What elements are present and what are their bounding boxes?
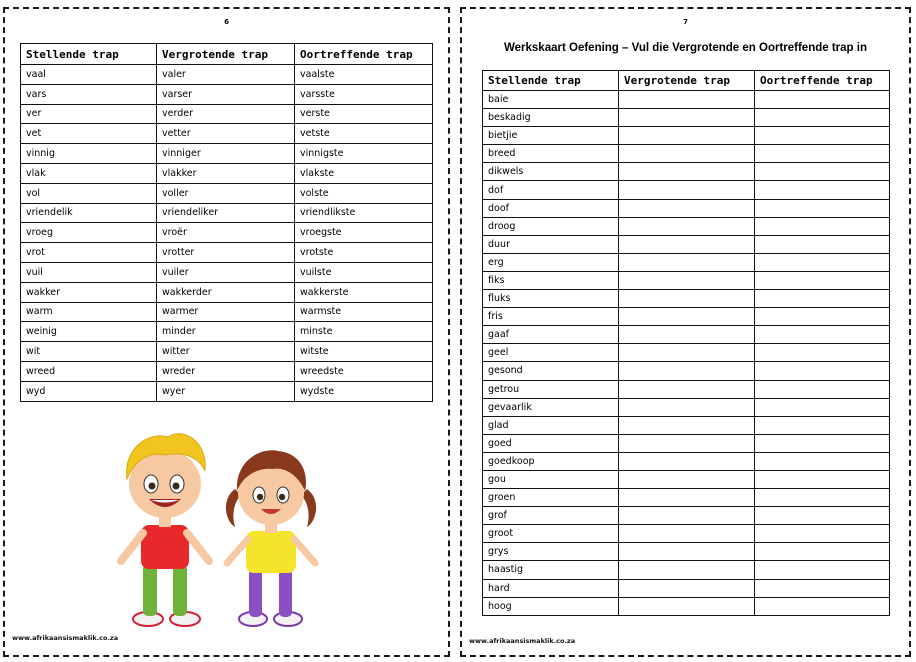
table-row [21,381,433,401]
superlative-blank[interactable] [755,181,890,199]
superlative-blank[interactable] [755,109,890,127]
table-row [21,104,433,124]
comparative-blank[interactable] [619,127,755,145]
table-row [21,144,433,164]
table-cell: warmer [157,302,295,322]
table-row [483,579,890,597]
table-cell: verste [295,104,433,124]
table-cell: wydste [295,381,433,401]
table-row [483,163,890,181]
table-row [483,217,890,235]
column-header: Stellende trap [21,44,157,65]
superlative-blank[interactable] [755,525,890,543]
footer-url: www.afrikaansismaklik.co.za [469,637,576,645]
superlative-blank[interactable] [755,398,890,416]
table-row [21,302,433,322]
comparative-blank[interactable] [619,470,755,488]
comparative-blank[interactable] [619,344,755,362]
comparative-blank[interactable] [619,561,755,579]
comparative-blank[interactable] [619,308,755,326]
table-cell: vinnig [21,144,157,164]
cartoon-kids-illustration [113,429,337,629]
word-cell: gou [483,470,619,488]
table-row [21,282,433,302]
word-cell: geel [483,344,619,362]
word-cell: bietjie [483,127,619,145]
exercise-table [482,70,890,616]
word-cell: erg [483,253,619,271]
comparative-blank[interactable] [619,434,755,452]
table-row [483,181,890,199]
comparative-blank[interactable] [619,326,755,344]
superlative-blank[interactable] [755,470,890,488]
table-row [483,416,890,434]
table-row [21,361,433,381]
word-cell: gaaf [483,326,619,344]
table-row [483,362,890,380]
word-cell: dikwels [483,163,619,181]
word-cell: hard [483,579,619,597]
table-cell: minste [295,322,433,342]
table-cell: vroër [157,223,295,243]
comparative-blank[interactable] [619,271,755,289]
table-cell: vrot [21,243,157,263]
table-row [483,344,890,362]
comparative-blank[interactable] [619,235,755,253]
superlative-blank[interactable] [755,416,890,434]
table-row [483,290,890,308]
word-cell: gevaarlik [483,398,619,416]
superlative-blank[interactable] [755,271,890,289]
word-cell: haastig [483,561,619,579]
table-cell: verder [157,104,295,124]
superlative-blank[interactable] [755,489,890,507]
word-cell: beskadig [483,109,619,127]
table-row [21,183,433,203]
comparative-blank[interactable] [619,525,755,543]
table-row [21,124,433,144]
table-row [483,561,890,579]
superlative-blank[interactable] [755,217,890,235]
table-cell: vriendeliker [157,203,295,223]
comparative-blank[interactable] [619,181,755,199]
table-cell: vuil [21,262,157,282]
worksheet-page-7 [460,7,911,657]
table-row [21,163,433,183]
table-row [21,342,433,362]
table-cell: vroeg [21,223,157,243]
table-cell: vriendlikste [295,203,433,223]
table-cell: vetste [295,124,433,144]
word-cell: goed [483,434,619,452]
table-row [21,262,433,282]
word-cell: glad [483,416,619,434]
table-cell: wyer [157,381,295,401]
footer-url: www.afrikaansismaklik.co.za [12,634,119,642]
table-cell: vaalste [295,65,433,85]
table-row [483,380,890,398]
superlative-blank[interactable] [755,308,890,326]
table-row [483,489,890,507]
word-cell: breed [483,145,619,163]
table-body [483,91,890,616]
table-body [21,65,433,402]
table-cell: vaal [21,65,157,85]
table-row [483,253,890,271]
table-row [483,326,890,344]
superlative-blank[interactable] [755,380,890,398]
column-header: Vergrotende trap [619,71,755,91]
table-cell: vroegste [295,223,433,243]
table-row [483,543,890,561]
table-cell: vlakker [157,163,295,183]
table-row [483,452,890,470]
comparative-blank[interactable] [619,597,755,615]
comparative-blank[interactable] [619,217,755,235]
comparative-blank[interactable] [619,91,755,109]
comparative-blank[interactable] [619,489,755,507]
superlative-blank[interactable] [755,127,890,145]
word-cell: groot [483,525,619,543]
superlative-blank[interactable] [755,362,890,380]
word-cell: getrou [483,380,619,398]
table-header-row [21,44,433,65]
word-cell: duur [483,235,619,253]
table-row [483,597,890,615]
table-cell: vlakste [295,163,433,183]
worksheet-page-6 [3,7,450,657]
word-cell: grof [483,507,619,525]
comparative-blank[interactable] [619,380,755,398]
comparative-blank[interactable] [619,579,755,597]
column-header: Oortreffende trap [755,71,890,91]
table-cell: witste [295,342,433,362]
superlative-blank[interactable] [755,199,890,217]
table-cell: vlak [21,163,157,183]
superlative-blank[interactable] [755,507,890,525]
comparative-blank[interactable] [619,398,755,416]
table-cell: vinniger [157,144,295,164]
superlative-blank[interactable] [755,434,890,452]
table-cell: ver [21,104,157,124]
superlative-blank[interactable] [755,344,890,362]
comparative-blank[interactable] [619,163,755,181]
column-header: Stellende trap [483,71,619,91]
table-cell: vrotste [295,243,433,263]
table-cell: vinnigste [295,144,433,164]
table-cell: vol [21,183,157,203]
superlative-blank[interactable] [755,452,890,470]
table-cell: wreedste [295,361,433,381]
word-cell: droog [483,217,619,235]
word-cell: grys [483,543,619,561]
table-cell: vuiler [157,262,295,282]
superlative-blank[interactable] [755,290,890,308]
table-cell: wreed [21,361,157,381]
page-number: 6 [224,18,229,26]
word-cell: fluks [483,290,619,308]
word-cell: hoog [483,597,619,615]
table-cell: wreder [157,361,295,381]
word-cell: goedkoop [483,452,619,470]
table-cell: vet [21,124,157,144]
table-row [21,223,433,243]
table-row [483,91,890,109]
table-row [483,109,890,127]
table-row [483,434,890,452]
comparative-blank[interactable] [619,416,755,434]
table-cell: minder [157,322,295,342]
table-cell: wit [21,342,157,362]
comparative-blank[interactable] [619,452,755,470]
table-cell: voller [157,183,295,203]
table-row [21,203,433,223]
table-cell: vuilste [295,262,433,282]
table-row [483,398,890,416]
superlative-blank[interactable] [755,561,890,579]
word-cell: groen [483,489,619,507]
superlative-blank[interactable] [755,235,890,253]
table-row [21,243,433,263]
table-row [483,199,890,217]
worksheet-title: Werkskaart Oefening – Vul die Vergrotende en Oortreffende trap in [504,42,867,54]
comparative-blank[interactable] [619,145,755,163]
comparative-blank[interactable] [619,199,755,217]
table-row [483,127,890,145]
table-row [21,84,433,104]
superlative-blank[interactable] [755,91,890,109]
table-cell: varser [157,84,295,104]
comparative-blank[interactable] [619,362,755,380]
table-row [483,308,890,326]
table-cell: wyd [21,381,157,401]
table-row [483,470,890,488]
superlative-blank[interactable] [755,326,890,344]
girl-figure [226,450,316,626]
table-cell: varsste [295,84,433,104]
table-cell: volste [295,183,433,203]
table-cell: vriendelik [21,203,157,223]
comparative-blank[interactable] [619,253,755,271]
page-number: 7 [683,18,688,26]
superlative-blank[interactable] [755,597,890,615]
superlative-blank[interactable] [755,579,890,597]
comparative-blank[interactable] [619,290,755,308]
table-cell: wakkerder [157,282,295,302]
table-row [483,145,890,163]
table-row [21,65,433,85]
table-cell: valer [157,65,295,85]
word-cell: fris [483,308,619,326]
table-cell: warmste [295,302,433,322]
table-row [483,525,890,543]
answer-table [20,43,433,402]
comparative-blank[interactable] [619,109,755,127]
word-cell: dof [483,181,619,199]
superlative-blank[interactable] [755,145,890,163]
word-cell: doof [483,199,619,217]
superlative-blank[interactable] [755,543,890,561]
table-cell: wakker [21,282,157,302]
table-cell: weinig [21,322,157,342]
table-cell: vars [21,84,157,104]
table-row [483,271,890,289]
table-row [483,507,890,525]
table-header-row [483,71,890,91]
column-header: Oortreffende trap [295,44,433,65]
table-row [483,235,890,253]
table-cell: vetter [157,124,295,144]
word-cell: fiks [483,271,619,289]
comparative-blank[interactable] [619,507,755,525]
word-cell: gesond [483,362,619,380]
table-row [21,322,433,342]
table-cell: witter [157,342,295,362]
comparative-blank[interactable] [619,543,755,561]
superlative-blank[interactable] [755,163,890,181]
table-cell: wakkerste [295,282,433,302]
superlative-blank[interactable] [755,253,890,271]
word-cell: baie [483,91,619,109]
table-cell: warm [21,302,157,322]
boy-figure [121,434,209,626]
table-cell: vrotter [157,243,295,263]
column-header: Vergrotende trap [157,44,295,65]
